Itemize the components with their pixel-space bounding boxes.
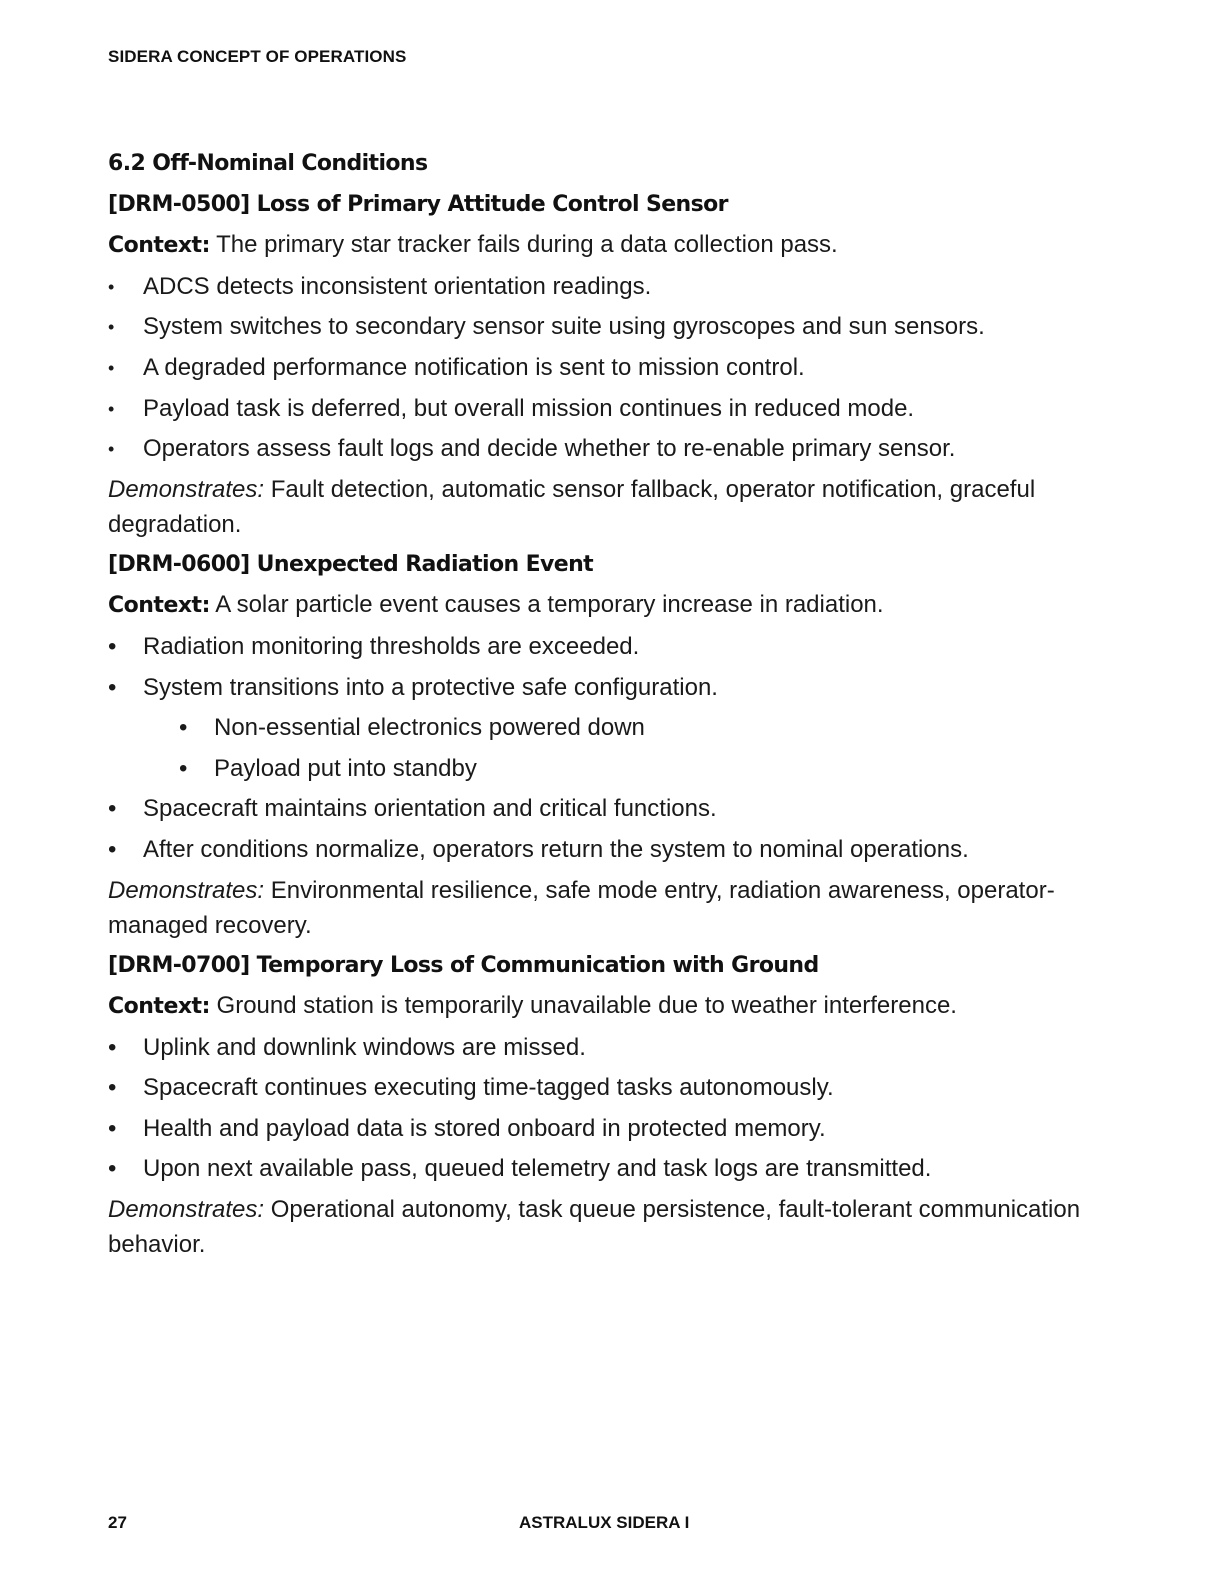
list-item (108, 267, 1108, 308)
bullet-icon: • (108, 1033, 117, 1061)
drm-title: [DRM-0600] Unexpected Radiation Event (108, 551, 594, 577)
drm-title: [DRM-0700] Temporary Loss of Communication with Ground (108, 952, 819, 978)
demonstrates-label: Demonstrates: (108, 876, 265, 904)
context-label: Context: (108, 593, 210, 619)
context-line (108, 585, 1108, 627)
bullet-icon: • (108, 795, 117, 823)
list-item (108, 627, 1108, 668)
drm-block (108, 185, 1108, 542)
list-item-text: Upon next available pass, queued telemetry and task logs are transmitted. (143, 1155, 932, 1183)
drm-title: [DRM-0500] Loss of Primary Attitude Control Sensor (108, 191, 728, 217)
bullet-list (108, 267, 1108, 470)
context-line (108, 986, 1108, 1028)
list-item (108, 429, 1108, 470)
demonstrates-line (108, 873, 1108, 943)
demonstrates-label: Demonstrates: (108, 475, 265, 503)
bullet-list (108, 1028, 1108, 1190)
list-item (108, 1068, 1108, 1109)
list-item (108, 1028, 1108, 1069)
list-item-text: Spacecraft continues executing time-tagged tasks autonomously. (143, 1074, 834, 1102)
page-number: 27 (108, 1513, 127, 1532)
bullet-icon: • (179, 714, 188, 742)
bullet-icon: • (108, 317, 115, 338)
context-label: Context: (108, 233, 210, 259)
list-item-text: Operators assess fault logs and decide whether to re-enable primary sensor. (143, 435, 956, 463)
context-text: A solar particle event causes a temporary increase in radiation. (209, 591, 884, 619)
sub-list-item (108, 749, 1108, 790)
context-text: Ground station is temporarily unavailable due to weather interference. (209, 992, 957, 1020)
list-item-text: Radiation monitoring thresholds are exceeded. (143, 632, 640, 660)
list-item-text: ADCS detects inconsistent orientation readings. (143, 272, 652, 300)
demonstrates-line (108, 1192, 1108, 1262)
list-item (108, 1109, 1108, 1150)
bullet-icon: • (108, 632, 117, 660)
bullet-list (108, 627, 1108, 871)
list-item-text: Non-essential electronics powered down (214, 714, 645, 742)
context-line (108, 225, 1108, 267)
list-item-text: Uplink and downlink windows are missed. (143, 1033, 586, 1061)
bullet-icon: • (108, 276, 115, 297)
bullet-icon: • (108, 835, 117, 863)
drm-block (108, 946, 1108, 1263)
list-item (108, 307, 1108, 348)
list-item-text: Health and payload data is stored onboard in protected memory. (143, 1114, 826, 1142)
bullet-icon: • (108, 357, 115, 378)
context-label: Context: (108, 994, 210, 1020)
bullet-icon: • (108, 1155, 117, 1183)
sub-list-item (108, 708, 1108, 749)
demonstrates-label: Demonstrates: (108, 1196, 265, 1224)
list-item (108, 668, 1108, 709)
list-item-text: After conditions normalize, operators return the system to nominal operations. (143, 835, 969, 863)
list-item (108, 1149, 1108, 1190)
running-header: SIDERA CONCEPT OF OPERATIONS (108, 47, 407, 66)
demonstrates-text: Environmental resilience, safe mode entry, radiation awareness, operator-managed recovery. (108, 876, 1055, 939)
bullet-icon: • (108, 398, 115, 419)
demonstrates-text: Operational autonomy, task queue persistence, fault-tolerant communication behavior. (108, 1196, 1081, 1259)
list-item (108, 830, 1108, 871)
list-item-text: A degraded performance notification is sent to mission control. (143, 353, 805, 381)
list-item-text: System transitions into a protective safe configuration. (143, 673, 718, 701)
list-item-text: Spacecraft maintains orientation and critical functions. (143, 795, 717, 823)
list-item-text: Payload task is deferred, but overall mission continues in reduced mode. (143, 394, 915, 422)
list-item-text: Payload put into standby (214, 754, 477, 782)
list-item-text: System switches to secondary sensor suite using gyroscopes and sun sensors. (143, 313, 985, 341)
bullet-icon: • (108, 439, 115, 460)
list-item (108, 348, 1108, 389)
bullet-icon: • (108, 673, 117, 701)
list-item (108, 789, 1108, 830)
demonstrates-text: Fault detection, automatic sensor fallback, operator notification, graceful degradation. (108, 475, 1036, 538)
page-content (108, 144, 1108, 1265)
bullet-icon: • (108, 1074, 117, 1102)
footer-doc-title: ASTRALUX SIDERA I (519, 1513, 690, 1532)
demonstrates-line (108, 472, 1108, 542)
list-item (108, 389, 1108, 430)
context-text: The primary star tracker fails during a data collection pass. (209, 231, 838, 259)
drm-block (108, 545, 1108, 943)
bullet-icon: • (108, 1114, 117, 1142)
section-title: 6.2 Off-Nominal Conditions (108, 151, 428, 176)
bullet-icon: • (179, 754, 188, 782)
